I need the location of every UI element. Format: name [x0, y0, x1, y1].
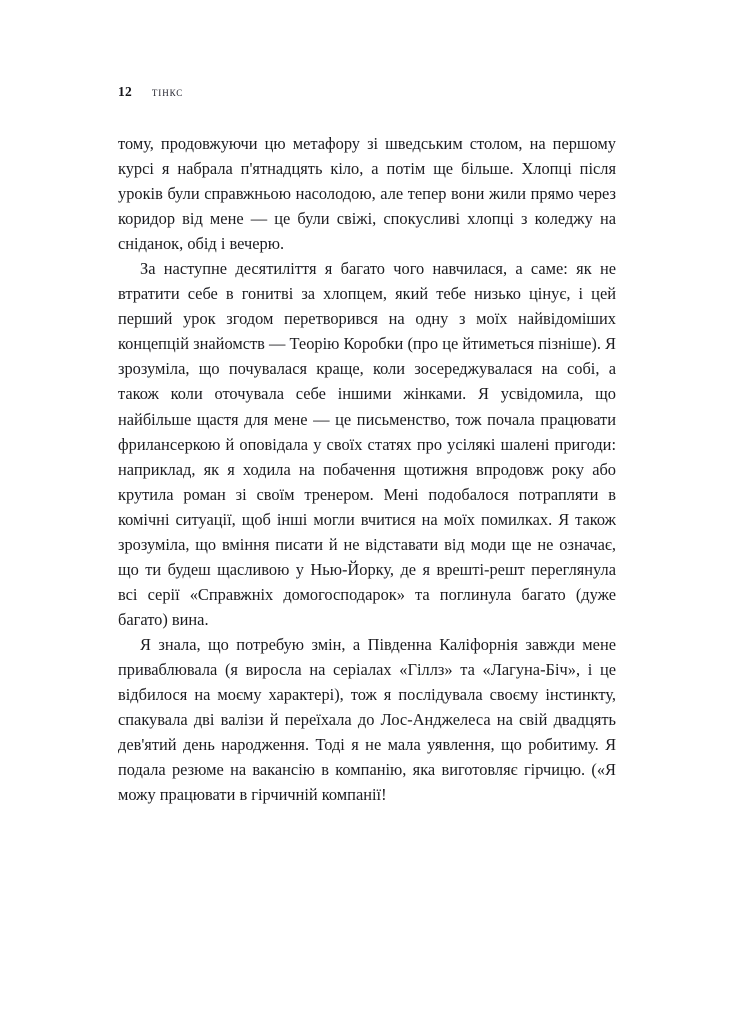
- body-text-block: [118, 131, 616, 807]
- paragraph: За наступне десятиліття я багато чого навчилася, а саме: як не втратити себе в гонитві за хлопцем, який тебе низько цінує, і цей перший урок згодом перетворився на одну з моїх найвідоміших концепцій знайомств — Теорію Коробки (про це йтиметься пізніше). Я зрозуміла, що почувалася краще, коли зосереджувалася на собі, а також коли оточувала себе іншими жінками. Я усвідомила, що найбільше щастя для мене — це письменство, тож почала працювати фрилансеркою й оповідала у своїх статях про усілякі шалені пригоди: наприклад, як я ходила на побачення щотижня впродовж року або крутила роман зі своїм тренером. Мені подобалося потрапляти в комічні ситуації, щоб інші могли вчитися на моїх помилках. Я також зрозуміла, що вміння писати й не відставати від моди ще не означає, що ти будеш щасливою у Нью-Йорку, де я врешті-решт переглянула всі серії «Справжніх домогосподарок» та поглинула багато (дуже багато) вина.: [118, 259, 616, 629]
- running-head: [118, 84, 183, 100]
- paragraph: Я знала, що потребую змін, а Південна Каліфорнія завжди мене приваблювала (я виросла на серіалах «Гіллз» та «Лагуна-Біч», і це відбилося на моєму характері), тож я послідувала своєму інстинкту, спакувала дві валізи й переїхала до Лос-Анджелеса на свій двадцять дев'ятий день народження. Тоді я не мала уявлення, що робитиму. Я подала резюме на вакансію в компанію, яка виготовляє гірчицю. («Я можу працювати в гірчичній компанії!: [118, 634, 616, 805]
- paragraph: тому, продовжуючи цю метафору зі шведським столом, на першому курсі я набрала п'ятнадцять кіло, а потім ще більше. Хлопці після уроків були справжньою насолодою, але тепер вони жили прямо через коридор від мене — це були свіжі, спокусливі хлопці з коледжу на сніданок, обід і вечерю.: [118, 134, 616, 254]
- page-number: 12: [118, 84, 132, 99]
- running-head-title: тінкс: [151, 84, 184, 99]
